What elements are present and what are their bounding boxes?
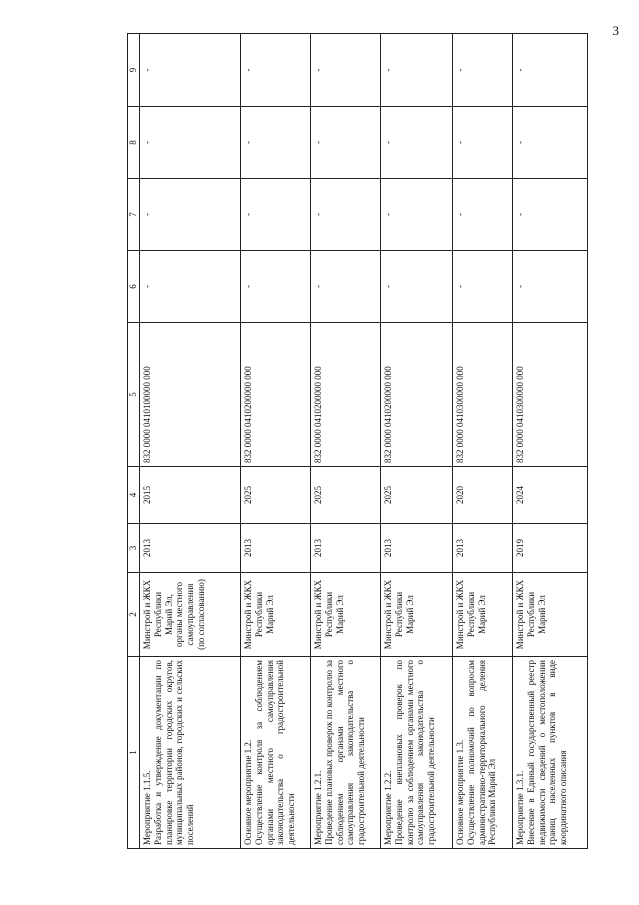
executor-line: Республики (253, 591, 264, 638)
activity-description: Осуществление контроля за соблюдением органами местного самоуправления законодательства о градостроительной деятельности (253, 660, 297, 845)
end-year-cell: 2025 (241, 467, 311, 524)
table-row (513, 34, 588, 849)
executor-cell (241, 573, 311, 657)
value-cell: - (241, 107, 311, 179)
value-cell: - (453, 251, 513, 323)
value-cell: - (241, 34, 311, 107)
table-row (241, 34, 311, 849)
executor-line: Марий Эл (404, 595, 415, 634)
activity-description: Проведение плановых проверок по контролю за соблюдением органами местного самоуправления законодательства о градостроительной деятельности (323, 660, 367, 845)
activity-cell (241, 657, 311, 849)
activity-title: Мероприятие 1.2.1. (313, 770, 323, 845)
executor-line: Марий Эл (476, 595, 487, 634)
table-row (453, 34, 513, 849)
activity-cell (381, 657, 453, 849)
executor-line: Республики (525, 591, 536, 638)
value-cell: - (241, 179, 311, 251)
executor-line: Республики (323, 591, 334, 638)
value-cell: - (311, 34, 381, 107)
value-cell: - (381, 251, 453, 323)
value-cell: - (140, 34, 241, 107)
activity-title: Мероприятие 1.1.5. (142, 770, 152, 845)
activity-title: Основное мероприятие 1.2. (243, 739, 253, 845)
activity-title: Основное мероприятие 1.3. (455, 739, 465, 845)
budget-code-cell: 832 0000 0410200000 000 (311, 323, 381, 467)
header-cell: 4 (128, 467, 140, 524)
start-year-cell: 2013 (311, 524, 381, 573)
executor-line: Минстрой и ЖКХ (383, 579, 393, 650)
executor-line: Минстрой и ЖКХ (455, 579, 465, 650)
budget-code-cell: 832 0000 0410200000 000 (241, 323, 311, 467)
end-year-cell: 2025 (311, 467, 381, 524)
value-cell: - (140, 251, 241, 323)
executor-line: Минстрой и ЖКХ (515, 579, 525, 650)
end-year-cell: 2024 (513, 467, 588, 524)
activity-title: Мероприятие 1.3.1. (515, 770, 525, 845)
activity-description: Проведение внеплановых проверок по контролю за соблюдением органами местного самоуправления законодательства о градостроительной деятельности (393, 660, 437, 845)
executor-line: Марий Эл (536, 595, 547, 634)
executor-line: Марий Эл, (163, 594, 174, 635)
executor-line: Минстрой и ЖКХ (142, 579, 152, 650)
budget-code-cell: 832 0000 0410200000 000 (381, 323, 453, 467)
header-cell: 6 (128, 251, 140, 323)
activity-cell (513, 657, 588, 849)
value-cell: - (311, 251, 381, 323)
executor-line: органы местного (174, 582, 185, 647)
rotated-table-container (127, 34, 639, 849)
value-cell: - (513, 179, 588, 251)
budget-code-cell: 832 0000 0410100000 000 (140, 323, 241, 467)
budget-code-cell: 832 0000 0410300000 000 (453, 323, 513, 467)
table-row (311, 34, 381, 849)
executor-line: Республики (465, 591, 476, 638)
header-cell: 8 (128, 107, 140, 179)
start-year-cell: 2013 (453, 524, 513, 573)
executor-line: Марий Эл (334, 595, 345, 634)
header-row (128, 34, 140, 849)
table-body (140, 34, 588, 849)
activity-description: Внесение в Единый государственный реестр недвижимости сведений о местоположении границ населенных пунктов в виде координатного описания (525, 660, 569, 845)
start-year-cell: 2019 (513, 524, 588, 573)
start-year-cell: 2013 (241, 524, 311, 573)
header-cell: 9 (128, 34, 140, 107)
value-cell: - (311, 107, 381, 179)
end-year-cell: 2025 (381, 467, 453, 524)
value-cell: - (453, 34, 513, 107)
executor-cell (381, 573, 453, 657)
header-cell: 5 (128, 323, 140, 467)
activity-cell (311, 657, 381, 849)
executor-line: Марий Эл (264, 595, 275, 634)
header-cell: 2 (128, 573, 140, 657)
value-cell: - (381, 179, 453, 251)
activity-description: Осуществление полномочий по вопросам административно-территориального деления Республики Марий Эл (465, 660, 498, 845)
start-year-cell: 2013 (381, 524, 453, 573)
value-cell: - (513, 251, 588, 323)
activity-cell (453, 657, 513, 849)
executor-cell (513, 573, 588, 657)
value-cell: - (311, 179, 381, 251)
value-cell: - (381, 34, 453, 107)
header-cell: 3 (128, 524, 140, 573)
value-cell: - (241, 251, 311, 323)
value-cell: - (513, 107, 588, 179)
value-cell: - (140, 179, 241, 251)
budget-code-cell: 832 0000 0410300000 000 (513, 323, 588, 467)
table-row (381, 34, 453, 849)
value-cell: - (453, 107, 513, 179)
value-cell: - (140, 107, 241, 179)
executor-line: Республики (152, 591, 163, 638)
end-year-cell: 2020 (453, 467, 513, 524)
value-cell: - (381, 107, 453, 179)
executor-line: (по согласованию) (195, 579, 206, 650)
executor-cell (140, 573, 241, 657)
executor-line: Минстрой и ЖКХ (313, 579, 323, 650)
executor-line: самоуправления (185, 583, 196, 646)
start-year-cell: 2013 (140, 524, 241, 573)
activity-description: Разработка и утверждение документации по планировке территории городских округов, муниципальных районов, городских и сельских поселений (152, 660, 196, 845)
activity-title: Мероприятие 1.2.2. (383, 770, 393, 845)
program-table (127, 33, 588, 849)
table-row (140, 34, 241, 849)
value-cell: - (453, 179, 513, 251)
value-cell: - (513, 34, 588, 107)
executor-cell (453, 573, 513, 657)
executor-cell (311, 573, 381, 657)
page-number: 3 (612, 23, 619, 38)
end-year-cell: 2015 (140, 467, 241, 524)
header-cell: 7 (128, 179, 140, 251)
executor-line: Минстрой и ЖКХ (243, 579, 253, 650)
activity-cell (140, 657, 241, 849)
header-cell: 1 (128, 657, 140, 849)
executor-line: Республики (393, 591, 404, 638)
